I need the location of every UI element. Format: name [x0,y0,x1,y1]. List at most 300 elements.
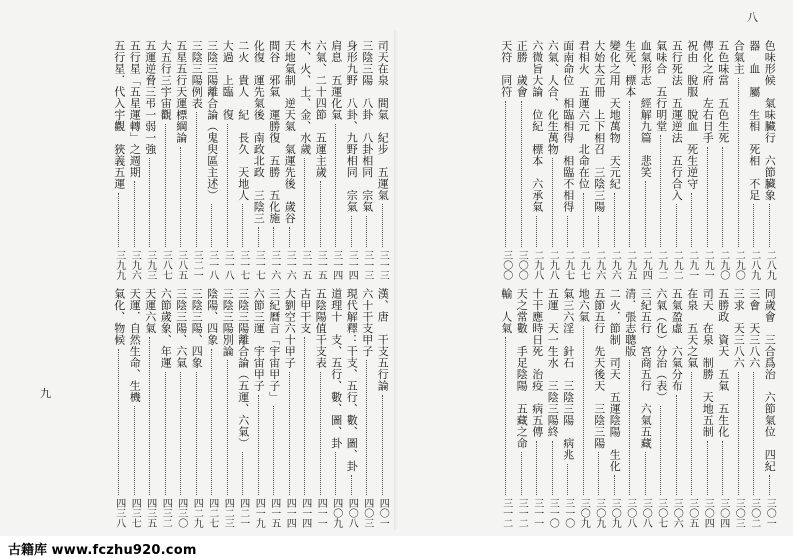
toc-entry [359,288,375,528]
toc-entry-title: 三求 天三八六 [732,288,746,369]
toc-entry-page: 四〇八 [346,498,358,528]
toc-entry-title: 正勝 歲會 [515,40,529,98]
toc-entry-title: 在泉 五天之氣 [685,288,699,369]
page-number: 九 [40,387,51,400]
toc-entry [746,288,762,528]
toc-dot-leader [304,158,305,247]
toc-entry [669,288,685,528]
toc-entry-title: 器 血 屬 生相 死相 不足 [747,40,761,201]
toc-entry-title: 三陰三陽離合論（鬼臾區主述） [205,40,219,201]
toc-dot-leader [242,204,243,247]
toc-dot-leader [196,372,197,496]
toc-entry-page: 四一五 [268,498,280,528]
toc-entry [251,40,267,280]
toc-entry [653,40,669,280]
toc-dot-leader [629,101,630,248]
toc-entry-page: 四二一 [237,498,249,528]
toc-entry-page: 二九七 [578,250,590,280]
toc-entry-title: 大五行三宇宙觀 [159,40,173,121]
toc-entry [111,288,127,528]
toc-entry-page: 三〇九 [593,498,605,528]
toc-entry [375,40,391,280]
toc-entry-page: 四〇九 [330,498,342,528]
toc-entry-page: 三一〇 [547,498,559,528]
toc-entry-title: 五節五行 先天後天 三陰三陽 [592,288,606,449]
toc-entry [684,40,700,280]
toc-entry-page: 二九八 [547,250,559,280]
toc-dot-leader [227,124,228,248]
toc-entry-page: 四三七 [129,498,141,528]
toc-dot-leader [552,158,553,247]
toc-entry [204,40,220,280]
toc-entry [762,40,778,280]
page-number: 八 [747,11,758,24]
toc-entry-title: 木、火、土、金、水歲 [298,40,312,155]
toc-entry [514,288,530,528]
toc-entry [235,40,251,280]
toc-entry [576,288,592,528]
toc-entry-title: 面南命位 相臨相得 相臨不相得 [561,40,575,213]
toc-dot-leader [505,101,506,248]
toc-dot-leader [536,441,537,496]
toc-entry-title: 五勝政 資天 五氣 五生化 [716,288,730,438]
toc-entry [328,40,344,280]
toc-dot-leader [149,337,150,495]
toc-entry [297,40,313,280]
watermark-text [8,539,197,558]
toc-entry-title: 氣化、物候 [112,288,126,346]
toc-entry-page: 三〇〇 [516,250,528,280]
toc-entry-title: 輸 人氣 [499,288,513,334]
toc-entry [576,40,592,280]
toc-entry [545,288,561,528]
toc-entry [498,288,514,528]
toc-entry-page: 二九二 [655,250,667,280]
toc-entry-page: 三一四 [346,250,358,280]
toc-entry-title: 化復 運先氣後 南政北政 三陰三 [252,40,266,224]
toc-entry [529,40,545,280]
toc-entry-page: 三一三 [377,250,389,280]
toc-entry-page: 四〇一 [377,498,389,528]
toc-entry-page: 四三二 [160,498,172,528]
toc-entry-page: 三〇八 [640,498,652,528]
toc-dot-leader [676,395,677,496]
toc-entry-page: 二八九 [764,250,776,280]
toc-entry-title: 二火 貴人 紀 長久 天地人 [236,40,250,201]
toc-entry [235,288,251,528]
toc-entry-title: 六節歲象、年運 [159,288,173,369]
toc-dot-leader [180,147,181,248]
toc-entry [607,40,623,280]
toc-entry [700,40,716,280]
toc-dot-leader [320,372,321,496]
toc-entry-title: 陰陽、四象 [205,288,219,346]
toc-entry-page: 二九〇 [717,250,729,280]
toc-entry-title: 大劉空六十甲子 [283,288,297,369]
toc-entry [158,40,174,280]
toc-entry-page: 三一六 [284,250,296,280]
toc-dot-leader [258,395,259,496]
toc-entry-page: 三一四 [330,250,342,280]
toc-dot-leader [149,158,150,247]
toc-entry-title: 三紀曆言「宇宙甲子」 [267,288,281,403]
toc-entry-title: 五氣盈虛 六氣分布 [670,288,684,392]
toc-dot-leader [660,406,661,495]
toc-entry-title: 清．張志聰版 [623,288,637,357]
toc-entry-title: 漢、唐 干支五行論 [376,288,390,392]
toc-entry-page: 三〇〇 [500,250,512,280]
toc-entry-page: 三〇八 [624,498,636,528]
toc-entry [731,288,747,528]
toc-entry [142,288,158,528]
toc-entry-title: 三陰三陽 八卦 八卦相同 宗氣 [360,40,374,213]
toc-dot-leader [614,193,615,248]
toc-column-group [498,40,777,280]
toc-column-group [498,288,777,528]
toc-dot-leader [351,216,352,248]
toc-entry-page: 三九三 [144,250,156,280]
right-page-bottom-half [405,288,777,528]
toc-entry-page: 三一八 [206,250,218,280]
toc-entry-title: 三陰三陽例表 [190,40,204,109]
toc-entry-title: 天地氣制 逆天氣 氣運先後 歲谷 [283,40,297,224]
toc-entry-title: 六氣（化）分治（表） [654,288,668,403]
toc-entry-title: 大過 上臨 復 [221,40,235,121]
toc-entry-page: 三一五 [315,250,327,280]
toc-dot-leader [118,349,119,496]
toc-dot-leader [289,372,290,496]
toc-entry-page: 二九〇 [733,250,745,280]
site-name: 古籍库 [8,543,48,558]
toc-entry [220,288,236,528]
toc-dot-leader [738,78,739,248]
toc-entry [251,288,267,528]
toc-entry-page: 三一七 [253,250,265,280]
toc-dot-leader [753,204,754,247]
toc-entry-page: 三〇二 [748,498,760,528]
toc-entry [622,40,638,280]
toc-entry-title: 六十干支甲子 [360,288,374,357]
toc-entry-title: 六微旨大論 位紀 標本 六承氣 [530,40,544,213]
toc-dot-leader [211,204,212,247]
toc-dot-leader [645,452,646,495]
toc-entry-page: 二九二 [671,250,683,280]
toc-entry-title: 三陰三陽、四象 [190,288,204,369]
toc-entry-page: 三八七 [160,250,172,280]
toc-entry-page: 四二九 [191,498,203,528]
site-url: www.fczhu920.com [51,543,197,558]
toc-entry-title: 三陰三陽、六氣 [174,288,188,369]
toc-entry [731,40,747,280]
toc-entry-title: 三陰三陽離合論（五運、六氣） [236,288,250,449]
toc-entry-title: 身形九野 八卦、九野相同 宗氣 [345,40,359,213]
toc-entry-title: 天運．自然生命、生機 [128,288,142,403]
toc-dot-leader [536,216,537,248]
toc-entry-page: 三〇四 [702,498,714,528]
toc-entry-page: 二九六 [593,250,605,280]
toc-entry-page: 二九五 [624,250,636,280]
toc-entry [344,288,360,528]
watermark-banner [0,536,793,558]
toc-dot-leader [273,406,274,495]
toc-column-group [111,40,390,280]
toc-entry-page: 四一四 [284,498,296,528]
toc-dot-leader [242,452,243,495]
toc-entry-page: 二九四 [640,250,652,280]
toc-dot-leader [583,326,584,496]
toc-entry-title: 五運 天一生水 三陰三陽終 [546,288,560,438]
toc-dot-leader [227,360,228,495]
toc-entry [127,288,143,528]
toc-dot-leader [583,193,584,248]
toc-entry [328,288,344,528]
toc-entry-title: 氣味合 五行明堂 [654,40,668,132]
toc-dot-leader [567,464,568,496]
toc-entry [313,40,329,280]
toc-entry-page: 四三五 [144,498,156,528]
right-page-top-half [405,40,777,280]
toc-dot-leader [165,372,166,496]
toc-entry-title: 六節三運 宇宙甲子 [252,288,266,392]
toc-entry-title: 五行星．代入宇觀 狹義五運 [112,40,126,190]
toc-dot-leader [676,204,677,247]
toc-entry-title: 生死、標本 [623,40,637,98]
toc-dot-leader [691,193,692,248]
toc-entry [638,288,654,528]
toc-entry-title: 五陰陽值干支表 [314,288,328,369]
toc-entry [700,288,716,528]
toc-entry-title: 天運六氣 [143,288,157,334]
toc-entry-title: 合氣主 [732,40,746,75]
toc-dot-leader [598,216,599,248]
toc-entry [297,288,313,528]
toc-entry [282,40,298,280]
toc-dot-leader [351,475,352,495]
toc-dot-leader [180,372,181,496]
toc-dot-leader [552,441,553,496]
toc-entry-page: 三九九 [113,250,125,280]
toc-dot-leader [258,227,259,247]
toc-dot-leader [707,147,708,248]
toc-entry-title: 六氣、二十四節 五運主歲 [314,40,328,178]
toc-entry [173,40,189,280]
book-gutter [394,30,398,530]
toc-entry [591,40,607,280]
toc-entry-page: 三一二 [500,498,512,528]
toc-dot-leader [165,124,166,248]
toc-entry-page: 二九一 [686,250,698,280]
toc-dot-leader [660,135,661,247]
toc-dot-leader [366,216,367,248]
toc-entry [127,40,143,280]
toc-dot-leader [134,406,135,495]
toc-entry-title: 血氣形志 經解九篇 悲笑 [639,40,653,178]
toc-entry [607,288,623,528]
toc-entry-title: 大始太元冊 上下相召 三陰三陽 [592,40,606,213]
toc-entry-title: 祝由 脫服 脫血 死生逆守 [685,40,699,190]
toc-entry [158,288,174,528]
toc-dot-leader [722,441,723,496]
toc-entry [189,40,205,280]
toc-entry-title: 五色味當 五色生死 [716,40,730,144]
toc-entry [359,40,375,280]
toc-dot-leader [707,441,708,496]
toc-dot-leader [691,372,692,496]
toc-entry-page: 二九六 [609,250,621,280]
toc-dot-leader [769,204,770,247]
toc-entry-page: 三〇九 [578,498,590,528]
toc-entry [560,40,576,280]
toc-entry [220,40,236,280]
toc-entry [560,288,576,528]
toc-entry [498,40,514,280]
toc-entry-title: 色味形候 氣味臟行 六節臟象 [763,40,777,201]
toc-dot-leader [521,101,522,248]
toc-entry-title: 氣三六淫 針石 三陰三陽 病兆 [561,288,575,461]
toc-entry [173,288,189,528]
toc-entry-page: 三〇三 [733,498,745,528]
toc-entry-title: 地六氣 [577,288,591,323]
toc-entry [313,288,329,528]
left-page-top-half [18,40,390,280]
toc-dot-leader [304,337,305,495]
toc-entry-title: 變化之用 天地萬物 天元紀 [608,40,622,190]
toc-entry [514,40,530,280]
toc-dot-leader [629,360,630,495]
toc-dot-leader [273,227,274,247]
toc-dot-leader [738,372,739,496]
toc-entry [545,40,561,280]
toc-entry-title: 傳化之府 左右日手 [701,40,715,144]
toc-entry [762,288,778,528]
toc-entry-page: 三一五 [299,250,311,280]
toc-entry-page: 三〇六 [671,498,683,528]
toc-dot-leader [118,193,119,248]
toc-entry-title: 二火．節制 司天 五運陰陽 生化 [608,288,622,472]
toc-entry [375,288,391,528]
toc-dot-leader [335,452,336,495]
toc-dot-leader [382,395,383,496]
toc-entry [344,40,360,280]
toc-entry-page: 三二一 [191,250,203,280]
toc-entry-title: 古甲干支 [298,288,312,334]
toc-entry-title: 五運逆脅三弔一弱一強 [143,40,157,155]
toc-entry-page: 四二七 [206,498,218,528]
toc-entry-page: 三八五 [175,250,187,280]
toc-dot-leader [335,124,336,248]
toc-entry [746,40,762,280]
toc-entry [653,288,669,528]
toc-entry [715,40,731,280]
toc-entry-title: 司天在泉 間氣 紀步 五運氣 [376,40,390,201]
toc-entry-page: 三一六 [268,250,280,280]
toc-entry-title: 十干應時日死 治疫 病五傳 [530,288,544,438]
toc-entry-page: 二九八 [531,250,543,280]
toc-entry [638,40,654,280]
toc-entry-page: 三九六 [129,250,141,280]
toc-entry-page: 三一七 [237,250,249,280]
toc-entry [684,288,700,528]
toc-entry-page: 二九七 [562,250,574,280]
toc-dot-leader [366,360,367,495]
toc-entry-page: 三一二 [516,498,528,528]
toc-dot-leader [722,147,723,248]
toc-entry [669,40,685,280]
toc-entry-page: 四〇三 [361,498,373,528]
toc-dot-leader [567,216,568,248]
toc-dot-leader [505,337,506,495]
toc-entry-page: 三〇四 [717,498,729,528]
toc-entry-title: 三陰三陽別論 [221,288,235,357]
toc-entry-title: 道理十 支、五行、數、圖、卦 [329,288,343,449]
toc-dot-leader [382,204,383,247]
toc-entry [266,40,282,280]
toc-entry-page: 二八九 [748,250,760,280]
toc-entry [591,288,607,528]
toc-dot-leader [753,372,754,496]
toc-entry-page: 三〇五 [686,498,698,528]
toc-entry [529,288,545,528]
toc-entry [111,40,127,280]
toc-entry-title: 司天 在泉 制勝 天地五制 [701,288,715,438]
toc-entry-title: 五星五行天運標綱論 [174,40,188,144]
toc-dot-leader [521,452,522,495]
toc-entry-title: 三會 天三八六 [747,288,761,369]
toc-entry-page: 三一八 [222,250,234,280]
toc-entry-title: 天之常數 手足陰陽 五藏之命 [515,288,529,449]
toc-dot-leader [598,452,599,495]
toc-entry-title: 天符 同符 [499,40,513,98]
toc-entry-page: 三一〇 [562,498,574,528]
toc-dot-leader [320,181,321,247]
toc-dot-leader [645,181,646,247]
toc-dot-leader [614,475,615,495]
toc-entry-page: 三〇九 [609,498,621,528]
toc-entry [142,40,158,280]
toc-entry-page: 四一九 [253,498,265,528]
toc-dot-leader [211,349,212,496]
toc-entry-title: 同歲會 三合爲治 六節氣位 四紀 [763,288,777,472]
toc-entry-page: 四三〇 [175,498,187,528]
left-page [18,30,390,530]
toc-entry-title: 肩息 五運化氣 [329,40,343,121]
toc-dot-leader [289,227,290,247]
toc-entry-title: 間谷 邪氣 運勝復 五勝 五化施 [267,40,281,224]
right-page [405,11,777,530]
toc-entry-title: 三紀五行 宮商五行 六氣五藏 [639,288,653,449]
toc-entry-page: 三一三 [361,250,373,280]
toc-entry-page: 四二三 [222,498,234,528]
toc-entry-title: 現代解釋：干支、五行、數、圖、卦 [345,288,359,472]
toc-dot-leader [134,181,135,247]
toc-dot-leader [769,475,770,495]
toc-entry [622,288,638,528]
toc-entry [282,288,298,528]
toc-entry-page: 四一四 [299,498,311,528]
toc-entry-page: 二九一 [702,250,714,280]
toc-dot-leader [196,112,197,247]
toc-entry-page: 三一一 [531,498,543,528]
toc-entry-page: 四一一 [315,498,327,528]
toc-entry-page: 三〇一 [764,498,776,528]
toc-entry [715,288,731,528]
toc-entry-page: 三〇七 [655,498,667,528]
toc-column-group [111,288,390,528]
toc-entry [266,288,282,528]
toc-entry [204,288,220,528]
toc-entry-page: 四三八 [113,498,125,528]
left-page-bottom-half [18,288,390,528]
